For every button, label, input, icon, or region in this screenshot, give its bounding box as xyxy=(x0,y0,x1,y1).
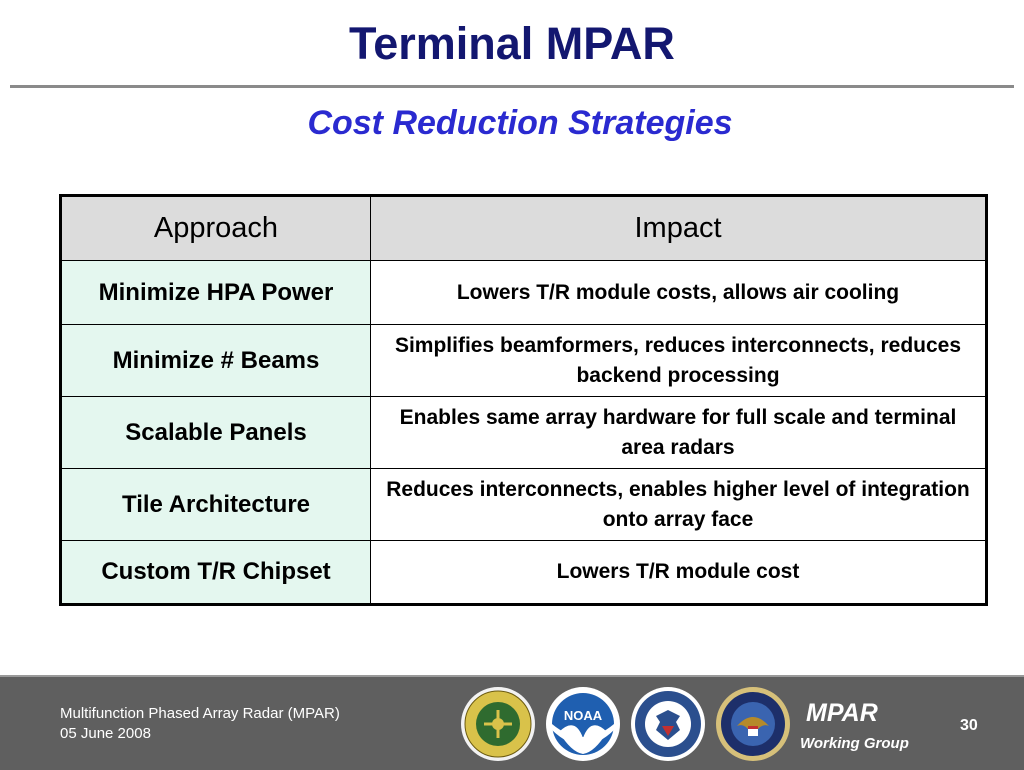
noaa-seal-icon xyxy=(545,686,621,762)
column-header-impact: Impact xyxy=(371,196,987,261)
column-header-approach: Approach xyxy=(61,196,371,261)
slide-footer xyxy=(0,675,1024,770)
table-header-row xyxy=(61,196,987,261)
presentation-date: 05 June 2008 xyxy=(60,725,151,742)
impact-cell: Enables same array hardware for full scale and terminal area radars xyxy=(371,397,987,469)
title-divider xyxy=(10,85,1014,88)
mpar-group-subtitle: Working Group xyxy=(800,735,909,752)
approach-cell: Custom T/R Chipset xyxy=(61,541,371,605)
approach-cell: Minimize HPA Power xyxy=(61,261,371,325)
approach-cell: Tile Architecture xyxy=(61,469,371,541)
dhs-seal-icon xyxy=(630,686,706,762)
table-row xyxy=(61,325,987,397)
impact-cell: Simplifies beamformers, reduces interconnects, reduces backend processing xyxy=(371,325,987,397)
table-row xyxy=(61,261,987,325)
slide-title: Terminal MPAR xyxy=(349,18,675,69)
approach-cell: Minimize # Beams xyxy=(61,325,371,397)
impact-cell: Lowers T/R module cost xyxy=(371,541,987,605)
table-row xyxy=(61,469,987,541)
slide-subtitle: Cost Reduction Strategies xyxy=(307,104,733,142)
table-row xyxy=(61,541,987,605)
table-row xyxy=(61,397,987,469)
dod-seal-icon xyxy=(715,686,791,762)
mpar-group-title: MPAR xyxy=(806,699,878,727)
impact-cell: Reduces interconnects, enables higher level of integration onto array face xyxy=(371,469,987,541)
strategy-table xyxy=(59,194,988,606)
page-number: 30 xyxy=(960,717,978,734)
program-name: Multifunction Phased Array Radar (MPAR) xyxy=(60,705,340,722)
svg-text:NOAA: NOAA xyxy=(563,708,603,723)
impact-cell: Lowers T/R module costs, allows air cooling xyxy=(371,261,987,325)
faa-seal-icon xyxy=(460,686,536,762)
approach-cell: Scalable Panels xyxy=(61,397,371,469)
